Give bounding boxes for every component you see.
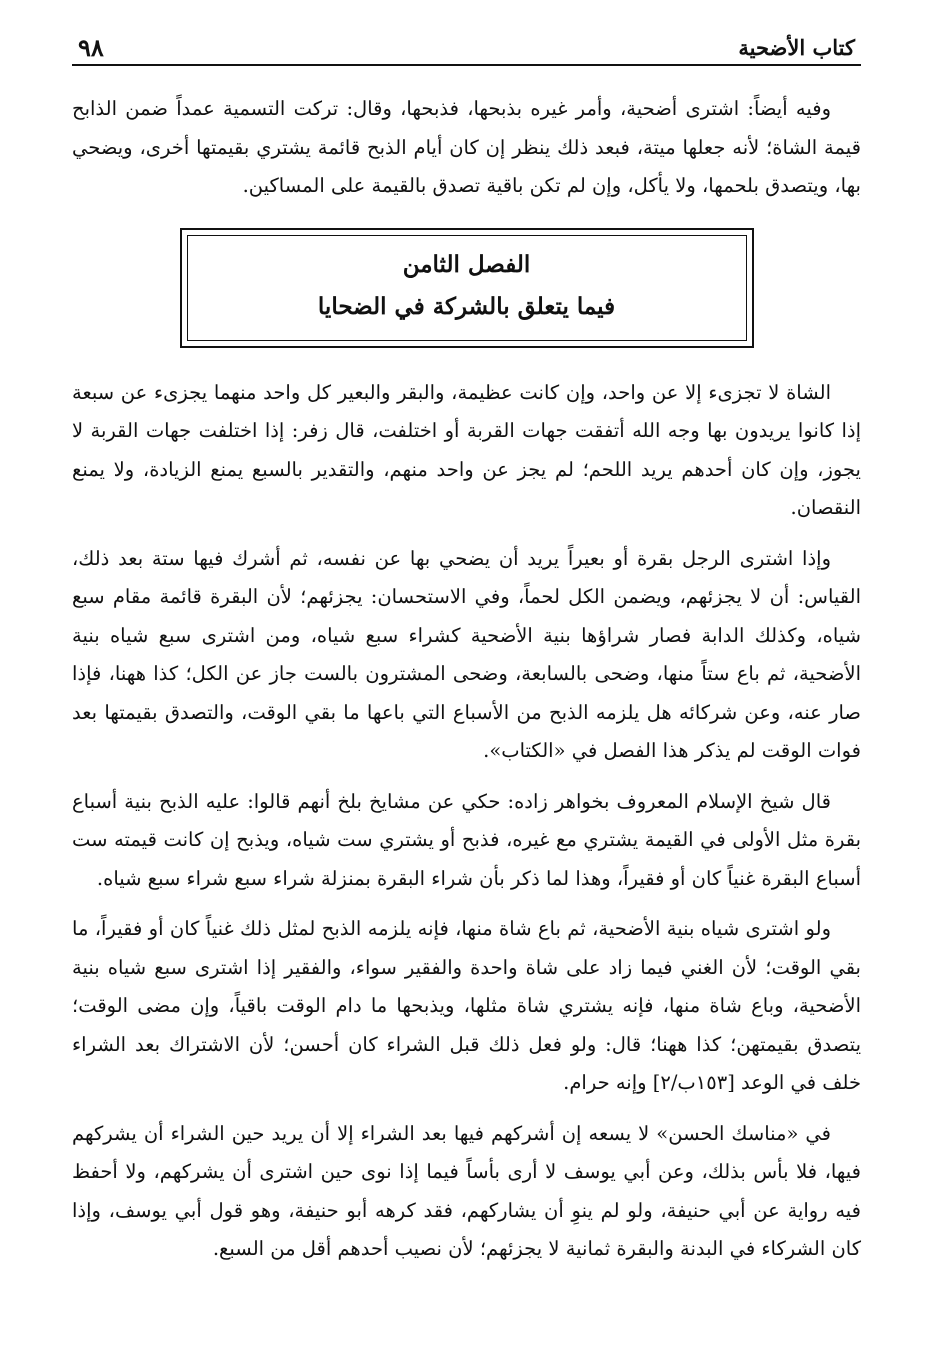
intro-paragraph: وفيه أيضاً: اشترى أضحية، وأمر غيره بذبحها، فذبحها، وقال: تركت التسمية عمداً ضمن الذابح قيمة الشاة؛ لأنه جعلها ميتة، فبعد ذلك ينظر إن كان أيام الذبح قائمة يشتري بقيمتها أخرى، ويضحي بها، ويتصدق بلحمها، ولا يأكل، وإن لم تكن باقية تصدق بالقيمة على المساكين. xyxy=(72,97,861,197)
chapter-title: الفصل الثامن xyxy=(402,250,531,278)
paragraph-4: ولو اشترى شياه بنية الأضحية، ثم باع شاة منها، فإنه يلزمه الذبح لمثل ذلك غنياً كان أو فقيراً، ما بقي الوقت؛ لأن الغني فيما زاد على شاة واحدة والفقير سواء، والفقير إذا اشترى سبع شياه بنية الأضحية، وباع شاة منها، فإنه يشتري شاة مثلها، ويذبحها ما دام الوقت باقياً، وإن مضى الوقت؛ يتصدق بقيمتهن؛ كذا ههنا؛ قال: ولو فعل ذلك قبل الشراء كان أحسن؛ لأن الاشتراك بعد الشراء خلف في الوعد [١٥٣ب/٢] وإنه حرام. xyxy=(72,917,861,1094)
running-title: كتاب الأضحية xyxy=(738,34,855,60)
chapter-heading-inner-frame xyxy=(187,235,747,341)
page-number: ٩٨ xyxy=(78,32,104,62)
chapter-heading-box xyxy=(180,228,754,348)
paragraph-1: الشاة لا تجزىء إلا عن واحد، وإن كانت عظيمة، والبقر والبعير كل واحد منهما يجزىء عن سبعة إذا كانوا يريدون بها وجه الله أتفقت جهات القربة أو اختلفت، قال زفر: إذا اختلفت جهات القربة لا يجوز، وإن كان أحدهم يريد اللحم؛ لم يجز عن واحد منهم، والتقدير بالسبع يمنع الزيادة، ولا يمنع النقصان. xyxy=(72,380,861,519)
paragraph-3: قال شيخ الإسلام المعروف بخواهر زاده: حكي عن مشايخ بلخ أنهم قالوا: عليه الذبح بنية أسباع بقرة مثل الأولى في القيمة يشتري مع غيره، فذبح أو يشتري ست شياه، ويذبح إن كانت قيمته ست أسباع البقرة غنياً كان أو فقيراً، وهذا لما ذكر بأن شراء البقرة بمنزلة شراء سبع شراء سبع شياه. xyxy=(72,789,861,890)
paragraph-5: في «مناسك الحسن» لا يسعه إن أشركهم فيها بعد الشراء إلا أن يريد حين الشراء أن يشركهم فيها، فلا بأس بذلك، وعن أبي يوسف لا أرى بأساً فيما إذا نوى حين اشترى أن يشركهم، ولا أحفظ فيه رواية عن أبي حنيفة، ولو لم ينوِ أن يشاركهم، فقد كرهه أبو حنيفة، وهو قول أبي يوسف، وإذا كان الشركاء في البدنة والبقرة ثمانية لا يجزئهم؛ لأن نصيب أحدهم أقل من السبع. xyxy=(72,1121,861,1260)
chapter-subtitle: فيما يتعلق بالشركة في الضحايا xyxy=(317,292,616,320)
paragraph-2: وإذا اشترى الرجل بقرة أو بعيراً يريد أن يضحي بها عن نفسه، ثم أشرك فيها ستة بعد ذلك، القياس: أن لا يجزئهم، ويضمن الكل لحماً، وفي الاستحسان: يجزئهم؛ لأن البقرة قائمة مقام سبع شياه، وكذلك الدابة فصار شراؤها بنية الأضحية كشراء سبع شياه، ومن اشترى سبع شياه بنية الأضحية، ثم باع ستاً منها، وضحى بالسابعة، وضحى المشترون بالست جاز عن الكل؛ كذا ههنا، فإذا صار عنه، وعن شركائه هل يلزمه الذبح من الأسباع التي باعها ما بقي الوقت، والتصدق بقيمتها بعد فوات الوقت لم يذكر هذا الفصل في «الكتاب». xyxy=(72,546,861,762)
page-header xyxy=(72,30,861,66)
